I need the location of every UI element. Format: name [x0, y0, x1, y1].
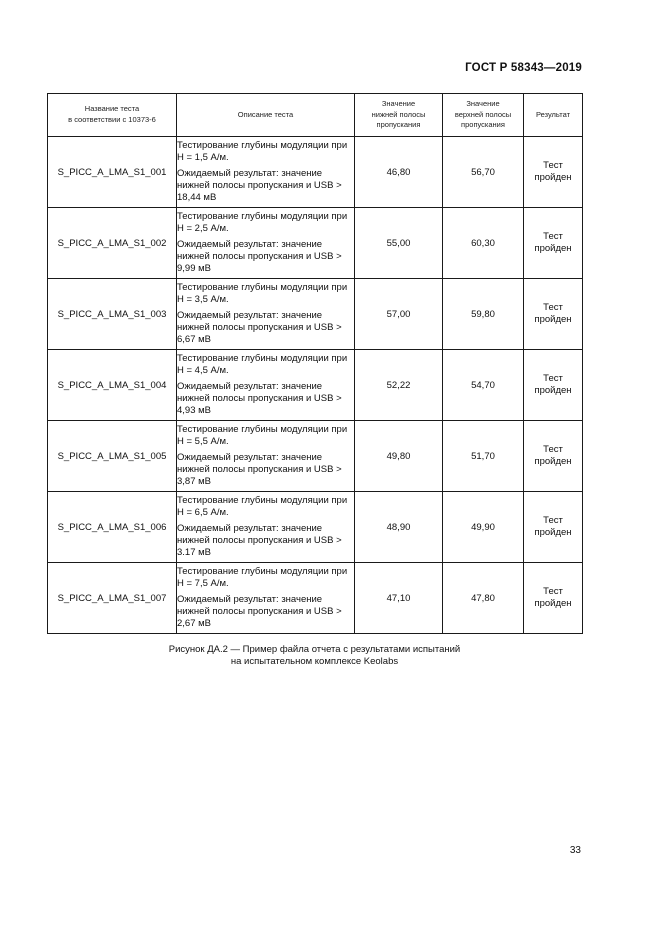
test-name-cell: S_PICC_A_LMA_S1_003 — [48, 279, 177, 350]
test-name-cell: S_PICC_A_LMA_S1_005 — [48, 421, 177, 492]
result-cell: Тест пройден — [524, 563, 583, 634]
upper-band-value: 60,30 — [443, 208, 524, 279]
result-cell: Тест пройден — [524, 492, 583, 563]
test-name-cell: S_PICC_A_LMA_S1_002 — [48, 208, 177, 279]
lower-band-value: 52,22 — [355, 350, 443, 421]
lower-band-value: 57,00 — [355, 279, 443, 350]
column-header-description: Описание теста — [177, 94, 355, 137]
test-name-cell: S_PICC_A_LMA_S1_001 — [48, 137, 177, 208]
lower-band-value: 49,80 — [355, 421, 443, 492]
table-row — [48, 137, 583, 208]
result-cell: Тест пройден — [524, 421, 583, 492]
test-name-cell: S_PICC_A_LMA_S1_006 — [48, 492, 177, 563]
caption-line-1: Рисунок ДА.2 — Пример файла отчета с результатами испытаний — [168, 644, 461, 655]
upper-band-value: 47,80 — [443, 563, 524, 634]
upper-band-value: 49,90 — [443, 492, 524, 563]
column-header-upper-band: Значение верхней полосы пропускания — [443, 94, 524, 137]
test-name-cell: S_PICC_A_LMA_S1_004 — [48, 350, 177, 421]
test-description-cell: Тестирование глубины модуляции при H = 3,5 А/м. Ожидаемый результат: значение нижней полосы пропускания и USB > 6,67 мВ — [177, 279, 355, 350]
test-description-cell: Тестирование глубины модуляции при H = 6,5 А/м. Ожидаемый результат: значение нижней полосы пропускания и USB > 3.17 мВ — [177, 492, 355, 563]
test-description-cell: Тестирование глубины модуляции при H = 1,5 А/м. Ожидаемый результат: значение нижней полосы пропускания и USB > 18,44 мВ — [177, 137, 355, 208]
table-header-row — [48, 94, 583, 137]
table-row — [48, 421, 583, 492]
table-row — [48, 492, 583, 563]
table-row — [48, 350, 583, 421]
result-cell: Тест пройден — [524, 350, 583, 421]
table-row — [48, 208, 583, 279]
test-results-table — [47, 93, 583, 634]
column-header-lower-band: Значение нижней полосы пропускания — [355, 94, 443, 137]
result-cell: Тест пройден — [524, 208, 583, 279]
lower-band-value: 46,80 — [355, 137, 443, 208]
test-name-cell: S_PICC_A_LMA_S1_007 — [48, 563, 177, 634]
lower-band-value: 47,10 — [355, 563, 443, 634]
lower-band-value: 55,00 — [355, 208, 443, 279]
caption-line-2: на испытательном комплексе Keolabs — [230, 656, 399, 668]
result-cell: Тест пройден — [524, 137, 583, 208]
upper-band-value: 56,70 — [443, 137, 524, 208]
test-description-cell: Тестирование глубины модуляции при H = 7,5 А/м. Ожидаемый результат: значение нижней полосы пропускания и USB > 2,67 мВ — [177, 563, 355, 634]
upper-band-value: 54,70 — [443, 350, 524, 421]
upper-band-value: 51,70 — [443, 421, 524, 492]
table-row — [48, 563, 583, 634]
test-description-cell: Тестирование глубины модуляции при H = 5,5 А/м. Ожидаемый результат: значение нижней полосы пропускания и USB > 3,87 мВ — [177, 421, 355, 492]
column-header-result: Результат — [524, 94, 583, 137]
upper-band-value: 59,80 — [443, 279, 524, 350]
test-description-cell: Тестирование глубины модуляции при H = 4,5 А/м. Ожидаемый результат: значение нижней полосы пропускания и USB > 4,93 мВ — [177, 350, 355, 421]
table-body — [48, 137, 583, 634]
figure-caption — [0, 644, 629, 669]
test-description-cell: Тестирование глубины модуляции при H = 2,5 А/м. Ожидаемый результат: значение нижней полосы пропускания и USB > 9,99 мВ — [177, 208, 355, 279]
page-number: 33 — [569, 845, 581, 856]
lower-band-value: 48,90 — [355, 492, 443, 563]
table-row — [48, 279, 583, 350]
result-cell: Тест пройден — [524, 279, 583, 350]
document-code: ГОСТ Р 58343—2019 — [465, 62, 582, 74]
column-header-test-name: Название теста в соответствии с 10373-6 — [48, 94, 177, 137]
